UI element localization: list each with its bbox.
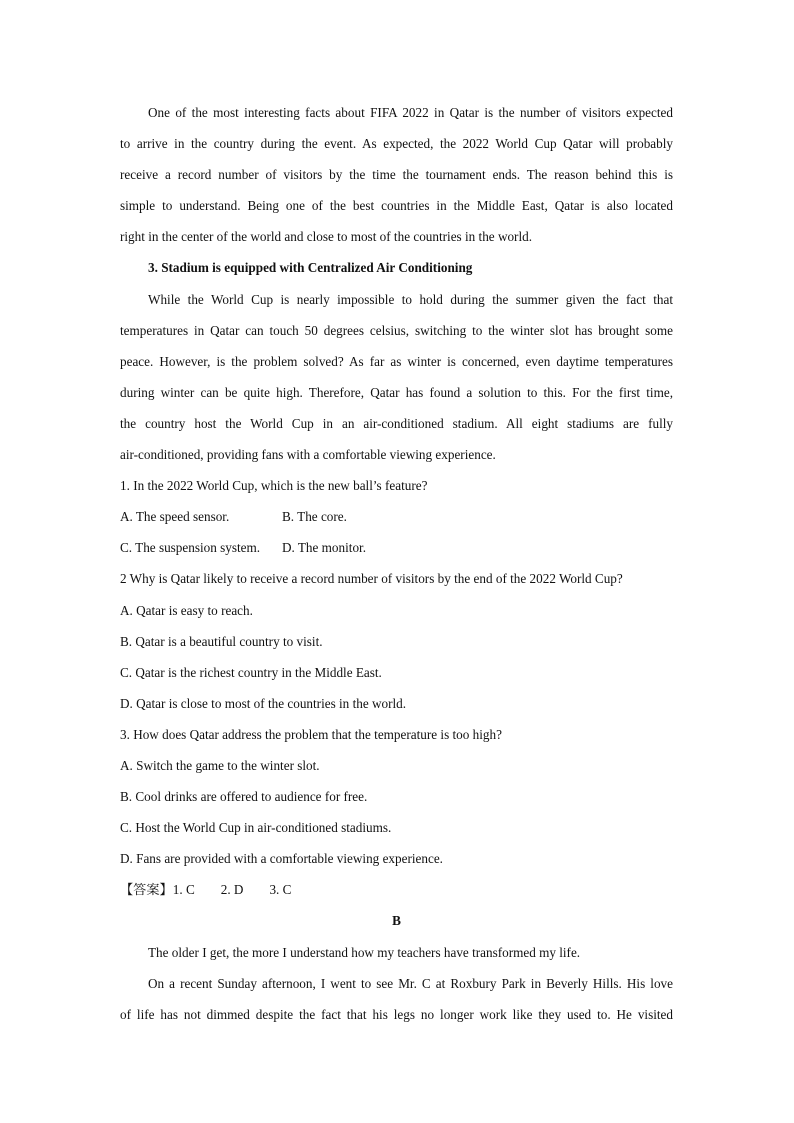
paragraph-mr-c xyxy=(120,968,673,1030)
answer-label: 【答案】 xyxy=(120,882,173,898)
option: C. Qatar is the richest country in the Middle East. xyxy=(120,664,382,680)
text-line: air-conditioned, providing fans with a comfortable viewing experience. xyxy=(120,447,496,463)
option: D. Fans are provided with a comfortable viewing experience. xyxy=(120,851,443,867)
question-1 xyxy=(120,470,673,563)
text-line: right in the center of the world and close to most of the countries in the world. xyxy=(120,229,533,245)
paragraph-visitors xyxy=(120,97,673,252)
question-stem: 2 Why is Qatar likely to receive a record number of visitors by the end of the 2022 World Cup? xyxy=(120,571,623,587)
option: A. Qatar is easy to reach. xyxy=(120,602,253,618)
option: A. The speed sensor. xyxy=(120,509,230,525)
text-line: On a recent Sunday afternoon, I went to see Mr. C at Roxbury Park in Beverly Hills. His love xyxy=(148,975,673,991)
answer-key xyxy=(120,874,673,905)
option: D. The monitor. xyxy=(282,540,367,556)
text-line: receive a record number of visitors by the time the tournament ends. The reason behind this is xyxy=(120,167,673,183)
option-row xyxy=(120,532,673,563)
option: A. Switch the game to the winter slot. xyxy=(120,757,320,773)
text-line: to arrive in the country during the event. As expected, the 2022 World Cup Qatar will probably xyxy=(120,136,673,152)
question-stem: 3. How does Qatar address the problem that the temperature is too high? xyxy=(120,726,502,742)
answer-item: 1. C xyxy=(172,882,195,898)
paragraph-teachers: The older I get, the more I understand how my teachers have transformed my life. xyxy=(148,944,581,960)
text-line: during winter can be quite high. Therefore, Qatar has found a solution to this. For the first time, xyxy=(120,384,673,400)
option: B. Qatar is a beautiful country to visit. xyxy=(120,633,323,649)
option-row xyxy=(120,501,673,532)
option: C. The suspension system. xyxy=(120,540,261,556)
text-line: the country host the World Cup in an air-conditioned stadium. All eight stadiums are fully xyxy=(120,415,673,431)
option: B. The core. xyxy=(282,509,347,525)
document-page xyxy=(120,97,673,1030)
option: C. Host the World Cup in air-conditioned stadiums. xyxy=(120,820,392,836)
question-3 xyxy=(120,719,673,874)
option: D. Qatar is close to most of the countries in the world. xyxy=(120,695,407,711)
answer-item: 3. C xyxy=(269,882,292,898)
question-2 xyxy=(120,563,673,718)
option: B. Cool drinks are offered to audience for free. xyxy=(120,789,368,805)
section-heading: 3. Stadium is equipped with Centralized Air Conditioning xyxy=(148,260,473,276)
paragraph-air-conditioning xyxy=(120,284,673,471)
text-line: of life has not dimmed despite the fact that his legs no longer work like they used to. He visited xyxy=(120,1006,673,1022)
text-line: One of the most interesting facts about FIFA 2022 in Qatar is the number of visitors expected xyxy=(148,105,673,120)
text-line: peace. However, is the problem solved? As far as winter is concerned, even daytime temperatures xyxy=(120,353,673,369)
question-stem: 1. In the 2022 World Cup, which is the new ball’s feature? xyxy=(120,478,428,494)
text-line: temperatures in Qatar can touch 50 degrees celsius, switching to the winter slot has brought some xyxy=(120,322,673,338)
text-line: simple to understand. Being one of the best countries in the Middle East, Qatar is also located xyxy=(120,198,673,214)
section-title-b: B xyxy=(392,913,401,929)
answer-item: 2. D xyxy=(220,882,244,898)
text-line: While the World Cup is nearly impossible to hold during the summer given the fact that xyxy=(148,291,673,307)
